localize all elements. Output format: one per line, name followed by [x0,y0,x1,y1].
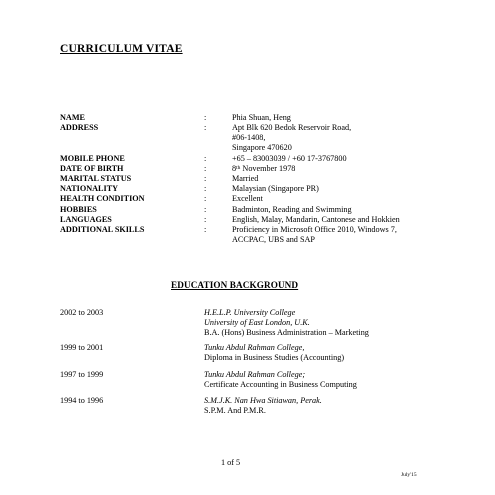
colon: : [204,174,207,183]
languages-label: LANGUAGES [60,215,112,224]
education-heading: EDUCATION BACKGROUND [171,280,299,290]
education-institution-2: University of East London, U.K. [204,318,310,327]
name-label: NAME [60,113,86,122]
education-qualification: Certificate Accounting in Business Computing [204,380,357,389]
health-value: Excellent [232,194,263,203]
name-value: Phia Shuan, Heng [232,113,291,122]
colon: : [204,154,207,163]
dob-day: 8 [232,164,237,173]
education-qualification: Diploma in Business Studies (Accounting) [204,353,345,362]
education-institution: Tunku Abdul Rahman College, [204,343,305,352]
colon: : [204,123,207,132]
address-label: ADDRESS [60,123,99,132]
skills-row-2 [0,235,495,245]
skills-line-2: ACCPAC, UBS and SAP [232,235,315,244]
marital-value: Married [232,174,259,183]
colon: : [204,113,207,122]
education-institution: Tunku Abdul Rahman College; [204,370,306,379]
page-number: 1 of 5 [221,458,241,467]
address-row-2 [0,133,495,143]
hobbies-label: HOBBIES [60,205,97,214]
mobile-row [0,154,495,164]
document-title: CURRICULUM VITAE [60,43,183,55]
marital-label: MARITAL STATUS [60,174,132,183]
education-qualification: S.P.M. And P.M.R. [204,406,266,415]
colon: : [204,205,207,214]
address-row-3 [0,143,495,153]
colon: : [204,194,207,203]
hobbies-row [0,205,495,215]
nationality-row [0,184,495,194]
nationality-value: Malaysian (Singapore PR) [232,184,319,193]
education-institution: H.E.L.P. University College [204,308,296,317]
dob-rest: November 1978 [240,164,296,173]
dob-row [0,164,495,174]
colon: : [204,184,207,193]
education-years: 1999 to 2001 [60,343,104,352]
address-line-1: Apt Blk 620 Bedok Reservoir Road, [232,123,352,132]
mobile-value: +65 – 83003039 / +60 17-3767800 [232,154,347,163]
health-label: HEALTH CONDITION [60,194,145,203]
education-years: 1994 to 1996 [60,396,104,405]
name-row [0,113,495,123]
skills-line-1: Proficiency in Microsoft Office 2010, Windows 7, [232,225,397,234]
languages-value: English, Malay, Mandarin, Cantonese and Hokkien [232,215,400,224]
dob-label: DATE OF BIRTH [60,164,124,173]
skills-row [0,225,495,235]
footer-date: July'15 [401,472,417,478]
education-years: 2002 to 2003 [60,308,104,317]
mobile-label: MOBILE PHONE [60,154,125,163]
education-years: 1997 to 1999 [60,370,104,379]
colon: : [204,164,207,173]
skills-label: ADDITIONAL SKILLS [60,225,145,234]
address-row [0,123,495,133]
education-institution: S.M.J.K. Nan Hwa Sitiawan, Perak. [204,396,322,405]
dob-value [232,164,295,174]
address-line-3: Singapore 470620 [232,143,292,152]
health-row [0,194,495,204]
marital-row [0,174,495,184]
languages-row [0,215,495,225]
colon: : [204,215,207,224]
address-line-2: #06-1408, [232,133,266,142]
education-qualification: B.A. (Hons) Business Administration – Marketing [204,328,369,337]
dob-suffix: th [236,165,241,171]
colon: : [204,225,207,234]
nationality-label: NATIONALITY [60,184,119,193]
hobbies-value: Badminton, Reading and Swimming [232,205,352,214]
